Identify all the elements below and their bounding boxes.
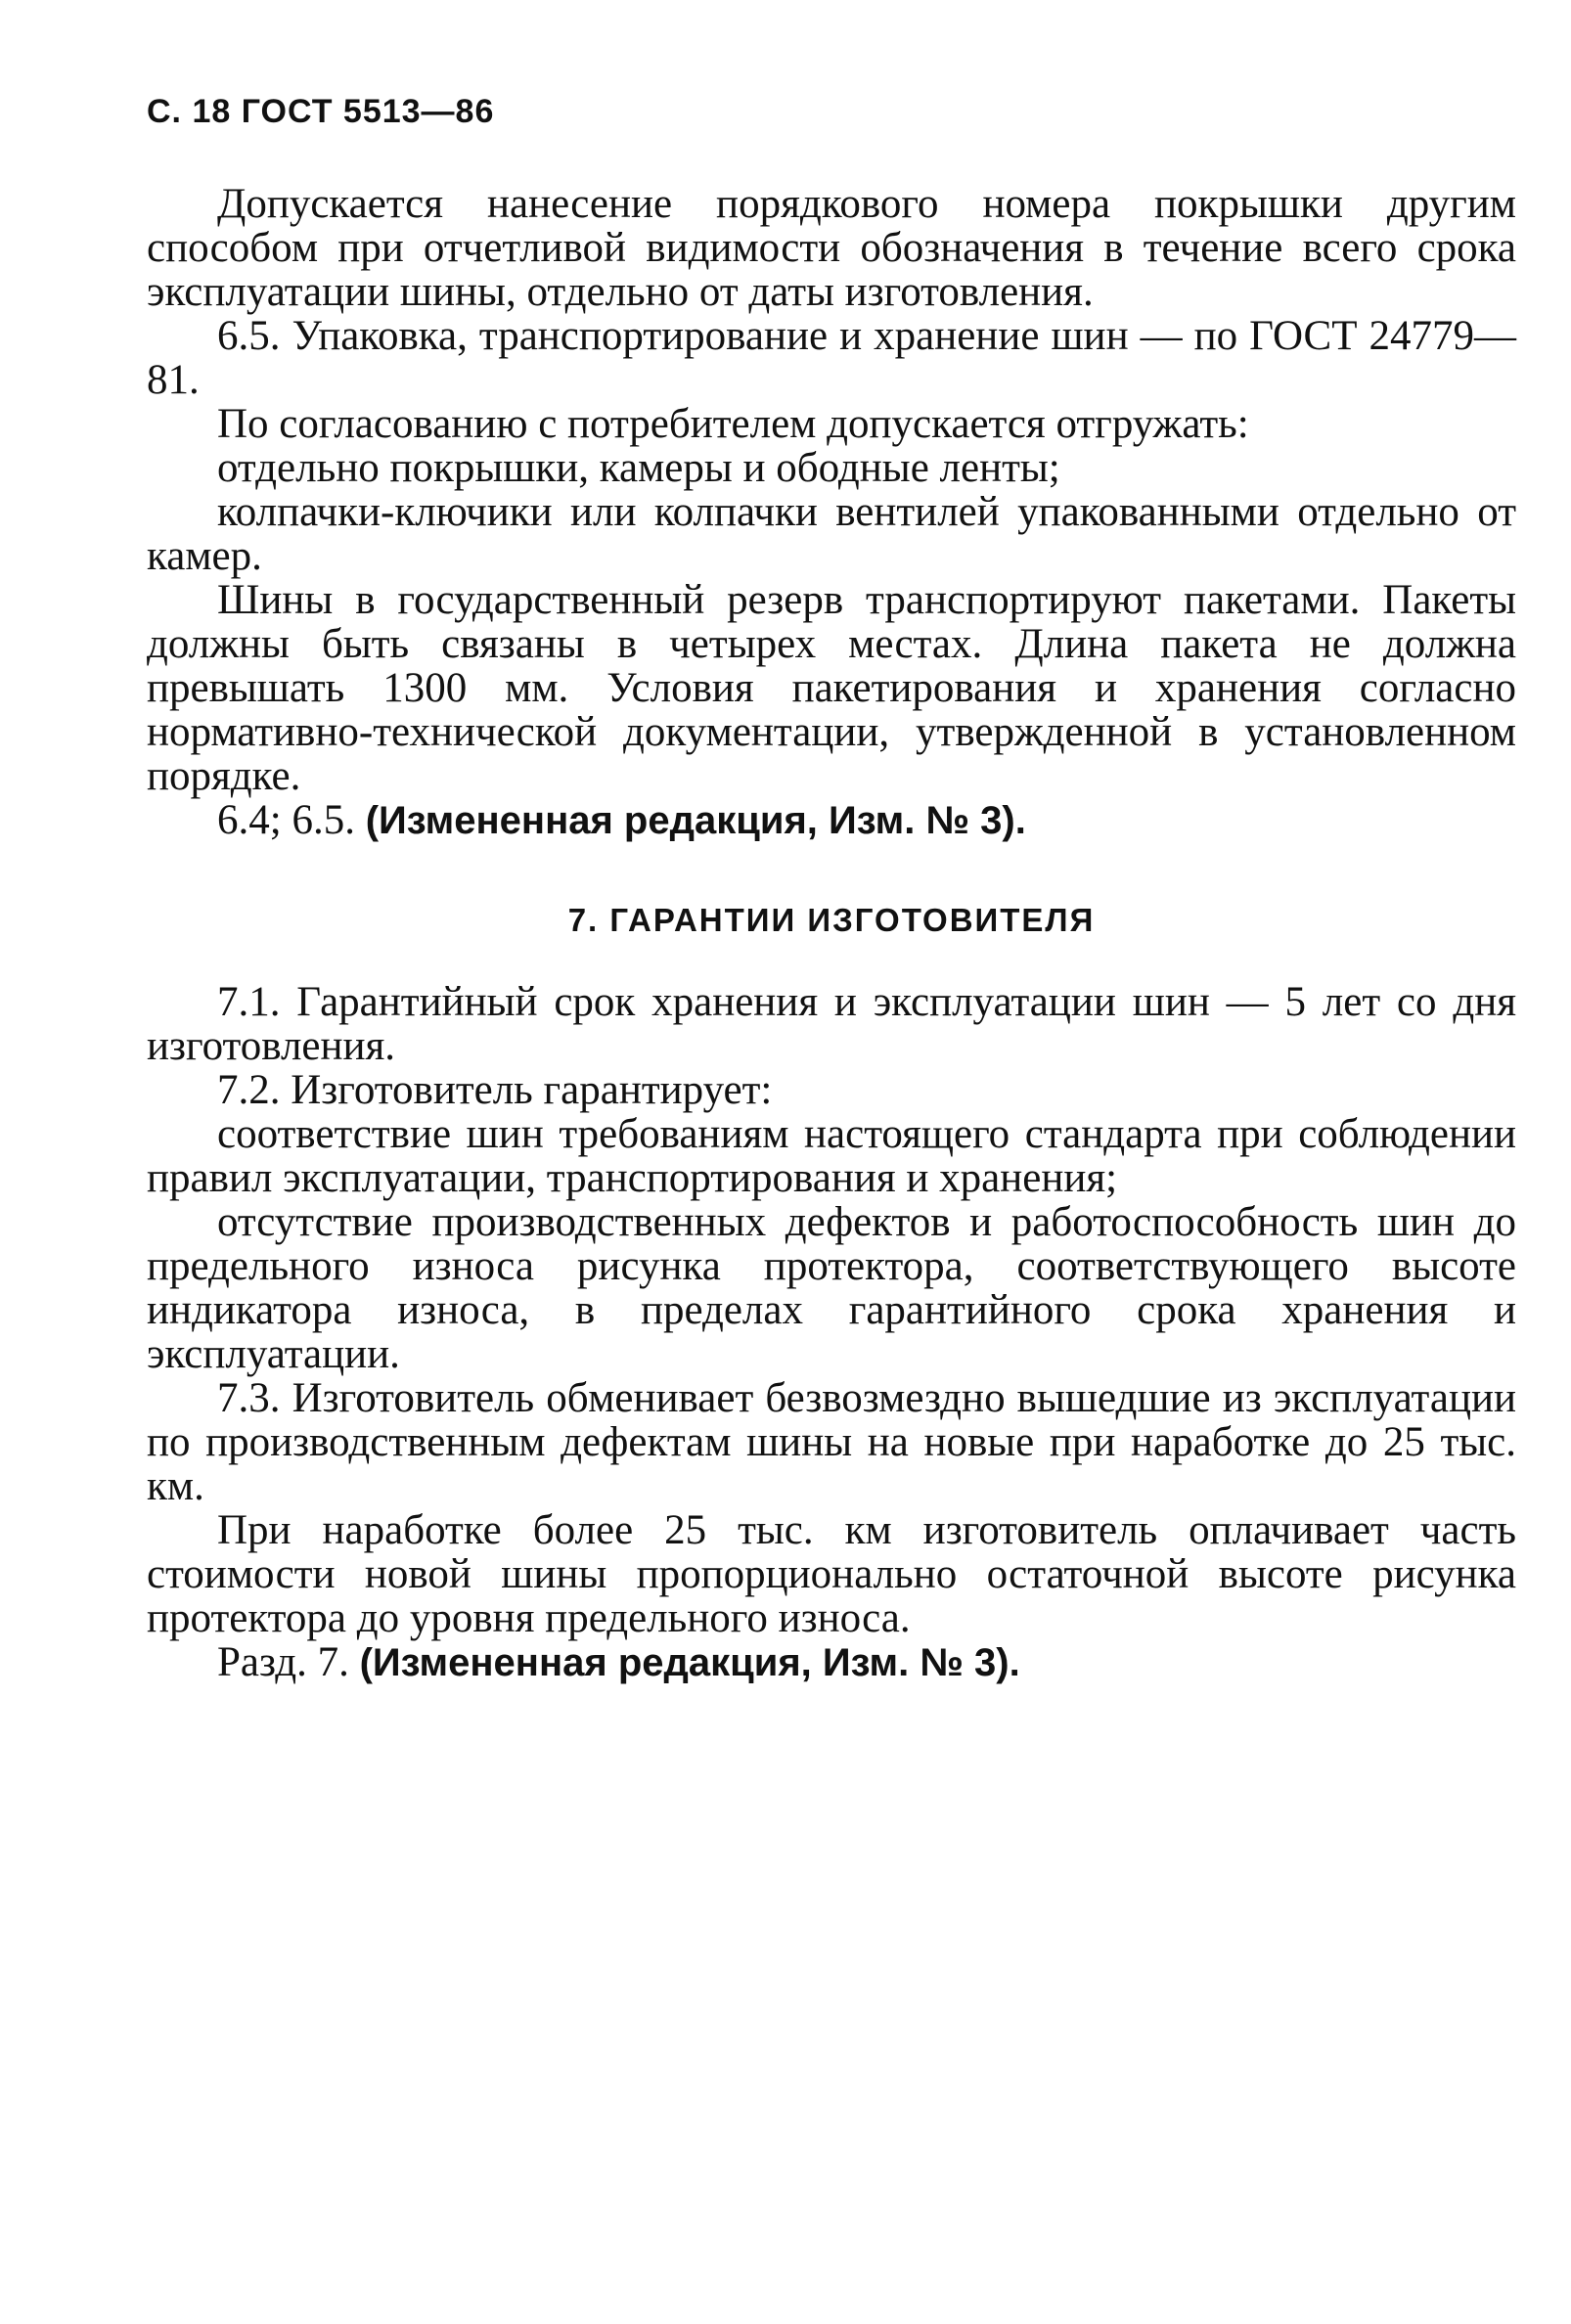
paragraph: Шины в государственный резерв транспортируют пакетами. Пакеты должны быть связаны в четырех местах. Длина пакета не должна превышать 1300 мм. Условия пакетирования и хранения согласно нормативно-технической документации, утвержденной в установленном порядке. [147, 577, 1516, 799]
paragraph: соответствие шин требованиям настоящего стандарта при соблюдении правил эксплуатации, транспортирования и хранения; [147, 1111, 1516, 1201]
section-7-heading: 7. ГАРАНТИИ ИЗГОТОВИТЕЛЯ [567, 902, 1096, 938]
paragraph: По согласованию с потребителем допускается отгружать: [217, 401, 1249, 447]
amendment-ref: Разд. 7. [217, 1639, 349, 1685]
amendment-text: (Измененная редакция, Изм. № 3). [359, 1641, 1020, 1684]
paragraph: 6.5. Упаковка, транспортирование и хранение шин — по ГОСТ 24779—81. [147, 313, 1516, 403]
paragraph: 7.3. Изготовитель обменивает безвозмездно вышедшие из эксплуатации по производственным дефектам шины на новые при наработке до 25 тыс. км. [147, 1375, 1516, 1509]
section-7-body [147, 980, 1516, 1685]
paragraph: колпачки-ключики или колпачки вентилей упакованными отдельно от камер. [147, 489, 1516, 579]
paragraph: отдельно покрышки, камеры и ободные ленты; [217, 445, 1060, 491]
page-header: С. 18 ГОСТ 5513—86 [147, 93, 495, 130]
paragraph: Допускается нанесение порядкового номера покрышки другим способом при отчетливой видимости обозначения в течение всего срока эксплуатации шины, отдельно от даты изготовления. [147, 181, 1516, 315]
paragraph: При наработке более 25 тыс. км изготовитель оплачивает часть стоимости новой шины пропорционально остаточной высоте рисунка протектора до уровня предельного износа. [147, 1507, 1516, 1641]
section-6-body [147, 182, 1516, 843]
amendment-note [147, 1640, 1516, 1685]
document-page [147, 93, 1516, 1685]
amendment-ref: 6.4; 6.5. [217, 797, 355, 843]
paragraph: 7.1. Гарантийный срок хранения и эксплуатации шин — 5 лет со дня изготовления. [147, 979, 1516, 1069]
amendment-note [147, 798, 1516, 843]
paragraph: 7.2. Изготовитель гарантирует: [217, 1067, 773, 1113]
paragraph: отсутствие производственных дефектов и работоспособность шин до предельного износа рисунка протектора, соответствующего высоте индикатора износа, в пределах гарантийного срока хранения и эксплуатации. [147, 1199, 1516, 1377]
amendment-text: (Измененная редакция, Изм. № 3). [365, 799, 1026, 842]
